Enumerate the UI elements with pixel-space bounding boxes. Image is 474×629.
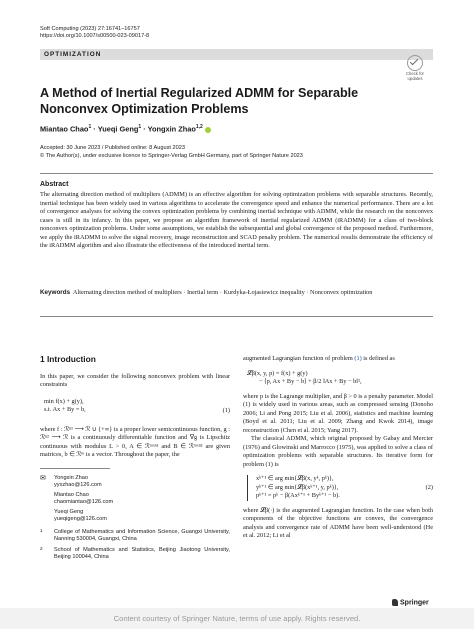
contact-email[interactable]: yueqigeng@126.com [54,515,107,522]
journal-citation: Soft Computing (2023) 27:16741–16757 [40,26,140,32]
divider [40,173,433,174]
affiliation-number: 1 [40,527,43,533]
divider [40,316,433,317]
author-sup: 1 [88,124,92,130]
publisher-name: Springer [400,599,429,607]
intro-paragraph: In this paper, we consider the following nonconvex problem with linear constraints [40,372,230,388]
text-run: is defined as [361,355,395,362]
author-sup: 1 [138,124,142,130]
eq1-line: s.t. Ax + By = b, [44,406,86,413]
affiliation-number: 2 [40,545,43,551]
affiliation-text: College of Mathematics and Information Science, Guangxi University, Nanning 530004, Guangxi, China [54,528,230,542]
author-separator: · [93,124,96,134]
section-band-label: OPTIMIZATION [44,51,102,58]
col2-paragraph: The classical ADMM, which original proposed by Gabay and Mercier (1976) and Glowinski and Marrocco (1975), was applied to solve a class of optimization problems with separable structures. Its iterative form for problem (1) is [243,435,433,468]
orcid-icon[interactable] [205,127,211,133]
contact-email[interactable]: chaomiantao@126.com [54,498,114,505]
author-list [40,124,211,133]
col2-paragraph: where p is the Lagrange multiplier, and β > 0 is a penalty parameter. Model (1) is widely used in various areas, such as compressed sensing (Donoho 2006; Li and Pong 2015; Liu et al. 2006), statistics and machine learning (Boyd et al. 2011; Liu et al. 2009; Zhang and Kwok 2014), image reconstruction (Chen et al. 2015; Yang 2017). [243,392,433,434]
keywords-text: Alternating direction method of multipliers · Inertial term · Kurdyka-Łojasiewicz inequality · Nonconvex optimization [72,289,373,296]
equation-1 [44,398,230,418]
copyright-line: © The Author(s), under exclusive licence to Springer-Verlag GmbH Germany, part of Springer Nature 2023 [40,152,303,159]
eq-line: pᵏ⁺¹ = pᵏ − β(Axᵏ⁺¹ + Byᵏ⁺¹ − b). [256,492,340,499]
author-name[interactable]: Yongxin Zhao [147,124,196,134]
equation-number: (2) [425,484,433,491]
badge-line1: Check for [406,71,424,76]
eq1-line: min f(x) + g(y), [44,397,84,405]
affiliation [40,547,230,561]
keywords-label: Keywords [40,289,71,296]
affiliation [40,529,230,543]
publication-meta [40,145,303,160]
badge-line2: updates [407,76,423,81]
right-column [243,355,433,541]
keywords [40,289,433,298]
equation-number: (1) [222,406,230,414]
author-name[interactable]: Yueqi Geng [97,124,139,134]
check-for-updates-badge[interactable] [397,55,433,81]
text-run: augmented Lagrangian function of problem [243,355,355,362]
abstract-text: The alternating direction method of multipliers (ADMM) is an effective algorithm for solving optimization problems with separable structures. Recently, inertial technique has been widely used in various algorithms to accelerate the convergence speed and enhance the numerical performance. There are a lot of convergence analyses for solving the convex optimization problems by combining inertial technique with ADMM, while the research on the nonconvex cases is still in its infancy. In this paper, we propose an algorithm framework of inertial regularized ADMM (iRADMM) for a class of two-block nonconvex optimization problems. Under some assumptions, we establish the subsequential and global convergence of the proposed method. Furthermore, we apply the iRADMM to solve the signal recovery, image reconstruction and SCAD penalty problem. The numerical results demonstrate the efficiency of the iRADMM algorithm and also illustrate the effectiveness of the introduced inertial term. [40,191,433,249]
intro-paragraph: where f : ℛⁿ¹ ⟶ ℛ ∪ {+∞} is a proper lower semicontinuous function, g : ℛⁿ² ⟶ ℛ is a continuously differentiable function and ∇g is Lipschitz continuous with modulus L > 0, A ∈ ℛᵐˣⁿ¹ and B ∈ ℛᵐˣⁿ² are given matrices, b ∈ ℛᵐ is a vector. Throughout the paper, the [40,425,230,458]
doi-link[interactable]: https://doi.org/10.1007/s00500-023-09017-8 [40,33,150,39]
eq-line: yᵏ⁺¹ ∈ arg min{𝓛β(xᵏ⁺¹, y, pᵏ)}, [256,483,339,491]
contact-name: Yongxin Zhao [54,474,89,481]
contact-name: Yueqi Geng [54,508,84,515]
col2-paragraph [243,355,433,364]
author-name[interactable]: Miantao Chao [40,124,89,134]
footnote-rule [40,468,110,469]
publication-dates: Accepted: 30 June 2023 / Published online: 8 August 2023 [40,145,185,151]
abstract-heading: Abstract [40,181,69,188]
contact-block [40,475,230,523]
courtesy-banner: Content courtesy of Springer Nature, terms of use apply. Rights reserved. [0,608,474,629]
left-column [40,355,230,561]
section-band [40,49,433,60]
iteration-equation [247,475,433,501]
publisher-logo [392,599,429,606]
paper-title: A Method of Inertial Regularized ADMM for Separable Nonconvex Optimization Problems [40,86,359,116]
col2-paragraph: where 𝓛β(·) is the augmented Lagrangian function. In the case when both components of the objective functions are convex, the convergence analysis and convergence rate of ADMM have been well-understood (He et al. 2012; Li et al [243,506,433,539]
envelope-icon: ✉ [40,474,46,482]
author-sup: 1,2 [195,124,203,130]
contact-name: Miantao Chao [54,491,89,498]
springer-horse-icon [392,599,398,606]
lagrangian-equation [247,370,433,387]
equation-ref-link[interactable]: (1) [354,355,362,362]
check-updates-icon [407,55,423,71]
eq-line: − ⟨p, Ax + By − b⟩ + β/2 ‖Ax + By − b‖², [259,378,362,385]
section-heading: 1 Introduction [40,354,96,364]
contact-email[interactable]: yyxzhao@126.com [54,481,102,488]
eq-line: 𝓛β(x, y, p) = f(x) + g(y) [247,369,308,377]
eq-line: xᵏ⁺¹ ∈ arg min{𝓛β(x, yᵏ, pᵏ)}, [256,475,334,482]
author-separator: · [143,124,146,134]
affiliation-text: School of Mathematics and Statistics, Beijing Jiaotong University, Beijing 100044, China [54,546,230,560]
